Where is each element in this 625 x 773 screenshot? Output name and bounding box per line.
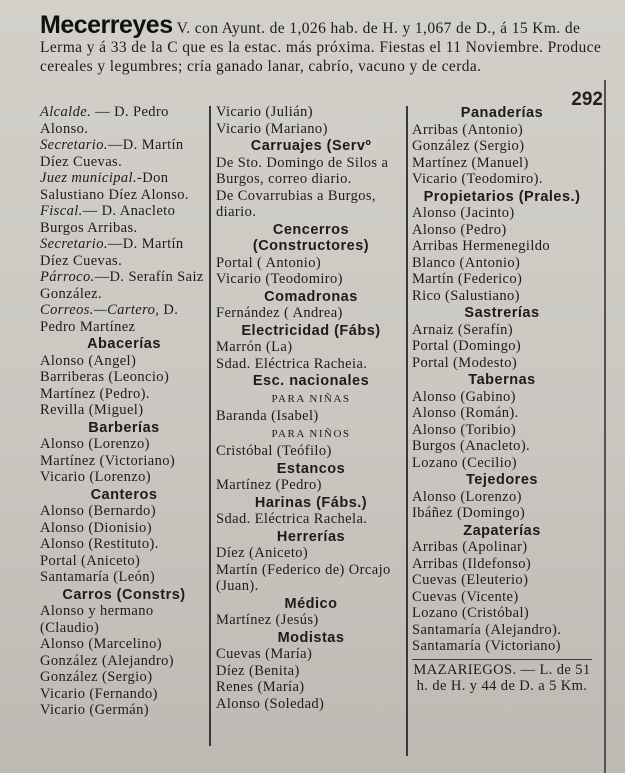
list-item: Alonso (Angel) [40,352,137,369]
section-heading: Esc. nacionales [252,373,370,389]
section-heading: Carros (Constrs) [62,586,186,603]
official-name: D. Pedro Martínez [40,302,179,335]
list-item: Martínez (Jesús) [216,612,319,628]
section-heading: Panaderías [460,105,544,121]
list-item: Blanco (Antonio) [412,254,521,271]
list-item: Santamaría (Victoriano) [412,638,561,654]
list-item: Alonso (Soledad) [216,695,325,712]
official-role: Correos.—Cartero, [40,302,160,318]
list-item: Burgos (Anacleto). [412,438,531,454]
official-name: —D. Serafín Saiz González. [40,269,204,302]
official-name: -Don Salustiano Díez Alonso. [40,170,189,203]
column-2 [216,104,406,712]
list-item: Lozano (Cristóbal) [412,605,530,621]
section-heading: Harinas (Fábs.) [254,494,368,511]
list-item: Alonso (Jacinto) [412,205,515,221]
town-header [40,11,608,76]
official-role: Alcalde. [40,104,92,120]
list-item: Martínez (Victoriano) [40,452,176,469]
list-item: Alonso (Dionisio) [40,519,152,536]
list-item: Martín (Federico) [412,271,523,287]
list-item: Fernández ( Andrea) [216,305,343,321]
list-item: Portal (Aniceto) [40,552,141,569]
section-heading: Tabernas [468,372,536,388]
official-entry [40,170,208,203]
list-item: Revilla (Miguel) [40,402,144,418]
list-item: González (Alejandro) [40,652,175,669]
official-role: Secretario. [40,137,108,153]
list-item: González (Sergio) [412,138,525,154]
column-3 [412,104,592,695]
column-divider [406,106,408,756]
list-item: Sdad. Eléctrica Racheia. [216,355,368,372]
list-item: Alonso (Marcelino) [40,636,162,652]
column-divider [209,106,211,746]
list-item: Vicario (Teodomiro) [216,271,343,287]
list-item: Martínez (Pedro). [40,385,150,402]
list-item: Vicario (Mariano) [216,120,328,137]
list-item: De Covarrubias a Burgos, diario. [216,187,376,220]
section-heading: Propietarios (Prales.) [423,188,581,205]
list-item: Arribas (Antonio) [412,121,524,138]
section-heading: Comadronas [264,288,358,305]
official-entry [40,104,208,137]
official-role: Juez municipal. [40,170,138,186]
section-heading: Barberías [88,419,160,436]
official-entry [40,302,208,335]
list-item: Vicario (Fernando) [40,685,158,702]
list-item: Alonso (Bernardo) [40,503,156,519]
list-item: Arnaiz (Serafín) [412,321,514,338]
list-item: Díez (Aniceto) [216,545,309,561]
section-heading: Tejedores [466,472,538,488]
official-entry [40,236,208,269]
list-item: Portal (Domingo) [412,338,522,354]
official-name: —D. Martín Díez Cuevas. [40,236,184,269]
list-item: Martínez (Pedro) [216,477,322,493]
list-item: Arribas (Apolinar) [412,539,528,555]
list-item: Vicario (Lorenzo) [40,469,151,485]
list-item: Alonso (Román). [412,405,519,421]
list-item: González (Sergio) [40,669,153,685]
official-entry [40,137,208,170]
page-number: 292 [571,89,603,110]
official-name: —D. Martín Díez Cuevas. [40,137,184,170]
section-heading: Abacerías [87,336,161,352]
section-heading: Herrerías [276,528,346,545]
list-item: Alonso (Pedro) [412,221,507,238]
section-heading: Médico [284,595,338,612]
list-item: Marrón (La) [216,339,293,355]
footer-note: MAZARIEGOS. — L. de 51 h. de H. y 44 de D. a 5 Km. [412,659,592,695]
list-item: Barriberas (Leoncio) [40,369,170,385]
list-item: Alonso (Lorenzo) [40,436,150,452]
list-item: De Sto. Domingo de Silos a Burgos, correo diario. [216,154,389,187]
list-item: Martín (Federico de) Orcajo (Juan). [216,561,391,594]
list-item: Martínez (Manuel) [412,154,529,171]
list-item: Alonso y hermano (Claudio) [40,603,154,636]
town-description: V. con Ayunt. de 1,026 hab. de H. y 1,067 de D., á 15 Km. de Lerma y á 33 de la C que es la estac. más próxima. Fiestas el 11 Noviembre. Produce cereales y legumbres; cría ganado lanar, cabrío, vacuno y de cerda. [40,20,602,75]
section-heading: Estancos [276,460,346,477]
list-item: Cuevas (Vicente) [412,588,519,605]
section-heading: Electricidad (Fábs) [241,322,381,339]
list-item: Alonso (Lorenzo) [412,488,522,505]
section-heading: Modistas [277,629,345,646]
section-heading: Cencerros (Constructores) [252,221,370,254]
list-item: Cristóbal (Teófilo) [216,443,332,459]
list-item: Rico (Salustiano) [412,287,520,304]
list-item: Lozano (Cecilio) [412,454,518,471]
list-item: Alonso (Gabino) [412,388,516,405]
official-name: — D. Anacleto Burgos Arribas. [40,203,176,236]
subheading: PARA NIÑOS [271,427,351,440]
page-edge-rule [604,80,606,773]
column-1 [40,104,208,719]
official-entry [40,269,208,302]
official-role: Fiscal. [40,203,83,219]
list-item: Vicario (Teodomiro). [412,171,543,187]
official-name: — D. Pedro Alonso. [40,104,169,137]
list-item: Vicario (Germán) [40,702,149,718]
section-heading: Canteros [90,486,158,503]
official-role: Secretario. [40,236,108,252]
official-entry [40,203,208,236]
list-item: Arribas Hermenegildo [412,238,551,254]
list-item: Alonso (Toribio) [412,421,517,438]
list-item: Portal (Modesto) [412,354,518,371]
section-heading: Carruajes (Servº [250,138,372,154]
official-role: Párroco. [40,269,95,285]
list-item: Ibáñez (Domingo) [412,505,526,521]
list-item: Portal ( Antonio) [216,254,322,271]
list-item: Díez (Benita) [216,662,300,679]
list-item: Cuevas (María) [216,646,313,662]
list-item: Sdad. Eléctrica Rachela. [216,511,368,527]
list-item: Renes (María) [216,679,305,695]
town-name: Mecerreyes [40,11,173,39]
list-item: Cuevas (Eleuterio) [412,572,529,588]
list-item: Santamaría (León) [40,569,156,585]
list-item: Baranda (Isabel) [216,408,319,424]
section-heading: Zapaterías [463,522,541,539]
list-item: Alonso (Restituto). [40,536,159,552]
section-heading: Sastrerías [464,305,540,321]
list-item: Santamaría (Alejandro). [412,621,562,638]
list-item: Vicario (Julián) [216,104,313,120]
list-item: Arribas (Ildefonso) [412,555,532,572]
subheading: PARA NIÑAS [271,392,351,405]
